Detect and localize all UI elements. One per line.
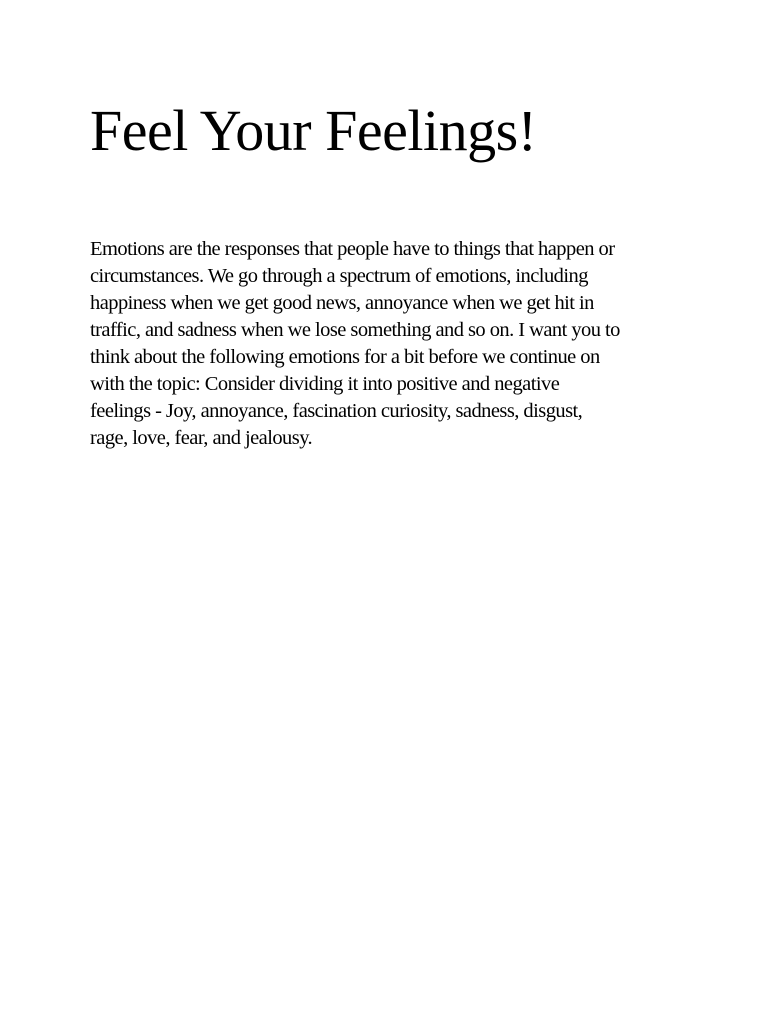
paragraph-line: happiness when we get good news, annoyance when we get hit in xyxy=(90,292,594,314)
paragraph-line: Emotions are the responses that people have to things that happen or xyxy=(90,238,615,260)
page-title: Feel Your Feelings! xyxy=(90,98,537,163)
paragraph-line: rage, love, fear, and jealousy. xyxy=(90,427,313,449)
paragraph-line: with the topic: Consider dividing it into positive and negative xyxy=(90,373,560,395)
paragraph-line: circumstances. We go through a spectrum of emotions, including xyxy=(90,265,588,287)
paragraph-line: traffic, and sadness when we lose something and so on. I want you to xyxy=(90,319,620,341)
body-paragraph xyxy=(90,236,710,452)
paragraph-line: think about the following emotions for a bit before we continue on xyxy=(90,346,600,368)
paragraph-line: feelings - Joy, annoyance, fascination curiosity, sadness, disgust, xyxy=(90,400,583,422)
